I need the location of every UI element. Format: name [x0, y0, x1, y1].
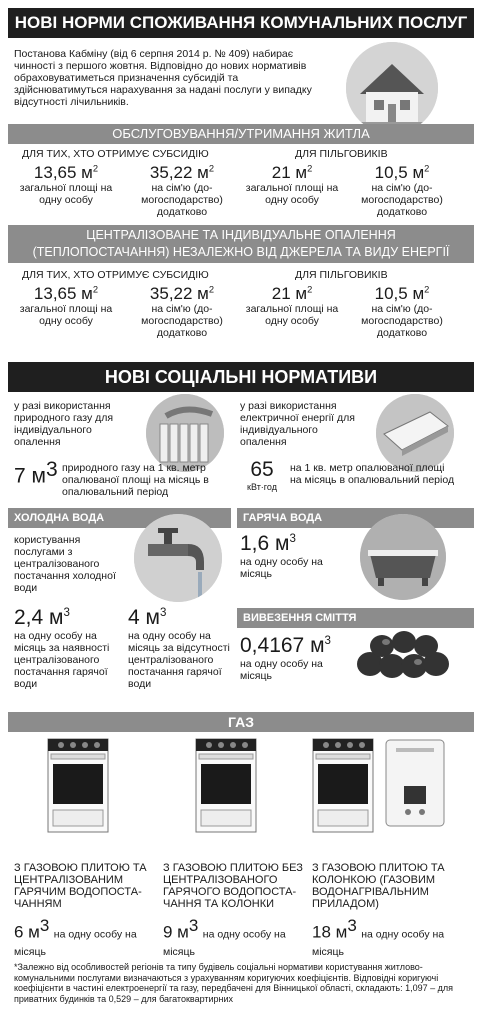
- gas-stove-icon-3: [312, 738, 374, 833]
- trash-value: 0,4167 м: [240, 634, 325, 657]
- gas-case-1-title: З ГАЗОВОЮ ПЛИТОЮ ТА ЦЕНТРАЛІЗОВАНИМ ГАРЯЧИМ ВОДОПОСТА-ЧАННЯМ: [14, 862, 147, 910]
- gas-case-2-value: 9 м: [163, 922, 189, 942]
- trash-desc: на одну особу на місяць: [240, 658, 323, 682]
- heater-image: [376, 394, 454, 472]
- bathtub-image: [360, 514, 446, 600]
- gas-case-1-desc: на одну особу на місяць: [14, 928, 137, 959]
- main-title: НОВІ НОРМИ СПОЖИВАННЯ КОМУНАЛЬНИХ ПОСЛУГ: [8, 8, 474, 38]
- radiator-image: [146, 394, 224, 472]
- electric-heating-unit: кВт·год: [247, 482, 277, 492]
- housing-desc-1: загальної площі на одну особу: [19, 182, 113, 206]
- footnote: *Залежно від особливостей регіонів та типу будівель соціальні нормативи користування житлово-комунальними послугами визначаються з урахуванням коригуючих коефіцієнтів. Відповідні коригуючі коефіцієнти в частині електроенергії та газу, передбачені для Вінницької області, складають: 1,097 – для приватних будинків та 0,529 – для багатоквартирних: [14, 962, 454, 1004]
- heating-subsidy-header: ДЛЯ ТИХ, ХТО ОТРИМУЄ СУБСИДІЮ: [22, 269, 209, 281]
- heating-benefit-header: ДЛЯ ПІЛЬГОВИКІВ: [295, 269, 388, 281]
- heating-desc-1: загальної площі на одну особу: [19, 303, 113, 327]
- faucet-icon: [134, 514, 222, 602]
- housing-value-4: 10,5 м: [374, 163, 425, 182]
- section-heating-title: [8, 225, 474, 263]
- faucet-image: [134, 514, 222, 602]
- cold-water-desc-1: на одну особу на місяць за наявності централізованого постачання гарячої води: [14, 630, 110, 690]
- housing-desc-4: на сім'ю (до-могосподарство) додатково: [361, 182, 443, 218]
- hot-water-desc: на одну особу на місяць: [240, 556, 323, 580]
- housing-value-1: 13,65 м: [33, 163, 93, 182]
- gas-case-3-desc: на одну особу на місяць: [312, 928, 445, 959]
- heating-title-line2: (ТЕПЛОПОСТАЧАННЯ) НЕЗАЛЕЖНО ВІД ДЖЕРЕЛА ТА ВИДУ ЕНЕРГІЇ: [32, 245, 450, 259]
- cold-water-desc-2: на одну особу на місяць за відсутності централізованого постачання гарячої води: [128, 630, 230, 690]
- heating-title-line1: ЦЕНТРАЛІЗОВАНЕ ТА ІНДИВІДУАЛЬНЕ ОПАЛЕННЯ: [86, 228, 396, 242]
- electric-heating-text: у разі використання електричної енергії для індивідуального опалення: [240, 400, 355, 448]
- electric-heating-desc: на 1 кв. метр опалюваної площі на місяць в опалювальний період: [290, 462, 455, 486]
- housing-benefit-header: ДЛЯ ПІЛЬГОВИКІВ: [295, 148, 388, 160]
- gas-case-1-value: 6 м: [14, 922, 40, 942]
- heating-desc-3: загальної площі на одну особу: [245, 303, 339, 327]
- gas-heating-value: 7 м: [14, 464, 46, 488]
- gas-case-3-value: 18 м: [312, 922, 348, 942]
- housing-subsidy-header: ДЛЯ ТИХ, ХТО ОТРИМУЄ СУБСИДІЮ: [22, 148, 209, 160]
- gas-case-2-title: З ГАЗОВОЮ ПЛИТОЮ БЕЗ ЦЕНТРАЛІЗОВАНОГО ГАРЯЧОГО ВОДОПОСТА-ЧАННЯ ТА КОЛОНКИ: [163, 862, 303, 910]
- heating-desc-4: на сім'ю (до-могосподарство) додатково: [361, 303, 443, 339]
- cold-water-value-1: 2,4 м: [14, 606, 64, 629]
- gas-title: ГАЗ: [8, 712, 474, 732]
- trash-bags-icon: [356, 624, 450, 680]
- heating-value-2: 35,22 м: [149, 284, 209, 303]
- radiator-icon: [146, 394, 224, 472]
- water-heater-icon: [384, 738, 446, 828]
- intro-text: Постанова Кабміну (від 6 серпня 2014 р. № 409) набирає чинності з першого жовтня. Відповідно до нових нормативів обраховуватиметься призначення субсидій та здійснюватимуться нарахування за надані послуги у випадку відсутності лічильників.: [14, 48, 312, 108]
- hot-water-title: ГАРЯЧА ВОДА: [237, 508, 474, 528]
- hot-water-value: 1,6 м: [240, 532, 290, 555]
- heating-value-4: 10,5 м: [374, 284, 425, 303]
- gas-heating-desc: природного газу на 1 кв. метр опалюваної площі на місяць в опалювальний період: [62, 462, 209, 498]
- gas-case-3-title: З ГАЗОВОЮ ПЛИТОЮ ТА КОЛОНКОЮ (ГАЗОВИМ ВОДОНАГРІВАЛЬНИМ ПРИЛАДОМ): [312, 862, 445, 910]
- cold-water-text: користування послугами з централізованого постачання холодної води: [14, 534, 116, 594]
- house-icon: [346, 42, 438, 134]
- cold-water-value-2: 4 м: [128, 606, 160, 629]
- gas-stove-icon-1: [47, 738, 109, 833]
- electric-heater-icon: [376, 394, 454, 472]
- gas-case-2-desc: на одну особу на місяць: [163, 928, 286, 959]
- trash-title: ВИВЕЗЕННЯ СМІТТЯ: [237, 608, 474, 628]
- housing-desc-2: на сім'ю (до-могосподарство) додатково: [141, 182, 223, 218]
- heating-value-1: 13,65 м: [33, 284, 93, 303]
- social-norms-title: НОВІ СОЦІАЛЬНІ НОРМАТИВИ: [8, 362, 474, 392]
- heating-value-3: 21 м: [271, 284, 308, 303]
- housing-value-2: 35,22 м: [149, 163, 209, 182]
- bathtub-icon: [360, 514, 446, 600]
- housing-value-3: 21 м: [271, 163, 308, 182]
- gas-stove-icon-2: [195, 738, 257, 833]
- heating-desc-2: на сім'ю (до-могосподарство) додатково: [141, 303, 223, 339]
- electric-heating-value: 65: [250, 458, 274, 481]
- house-image: [346, 42, 438, 134]
- section-housing-title: ОБСЛУГОВУВАННЯ/УТРИМАННЯ ЖИТЛА: [8, 124, 474, 144]
- housing-desc-3: загальної площі на одну особу: [245, 182, 339, 206]
- cold-water-title: ХОЛОДНА ВОДА: [8, 508, 231, 528]
- gas-heating-text: у разі використання природного газу для індивідуального опалення: [14, 400, 114, 448]
